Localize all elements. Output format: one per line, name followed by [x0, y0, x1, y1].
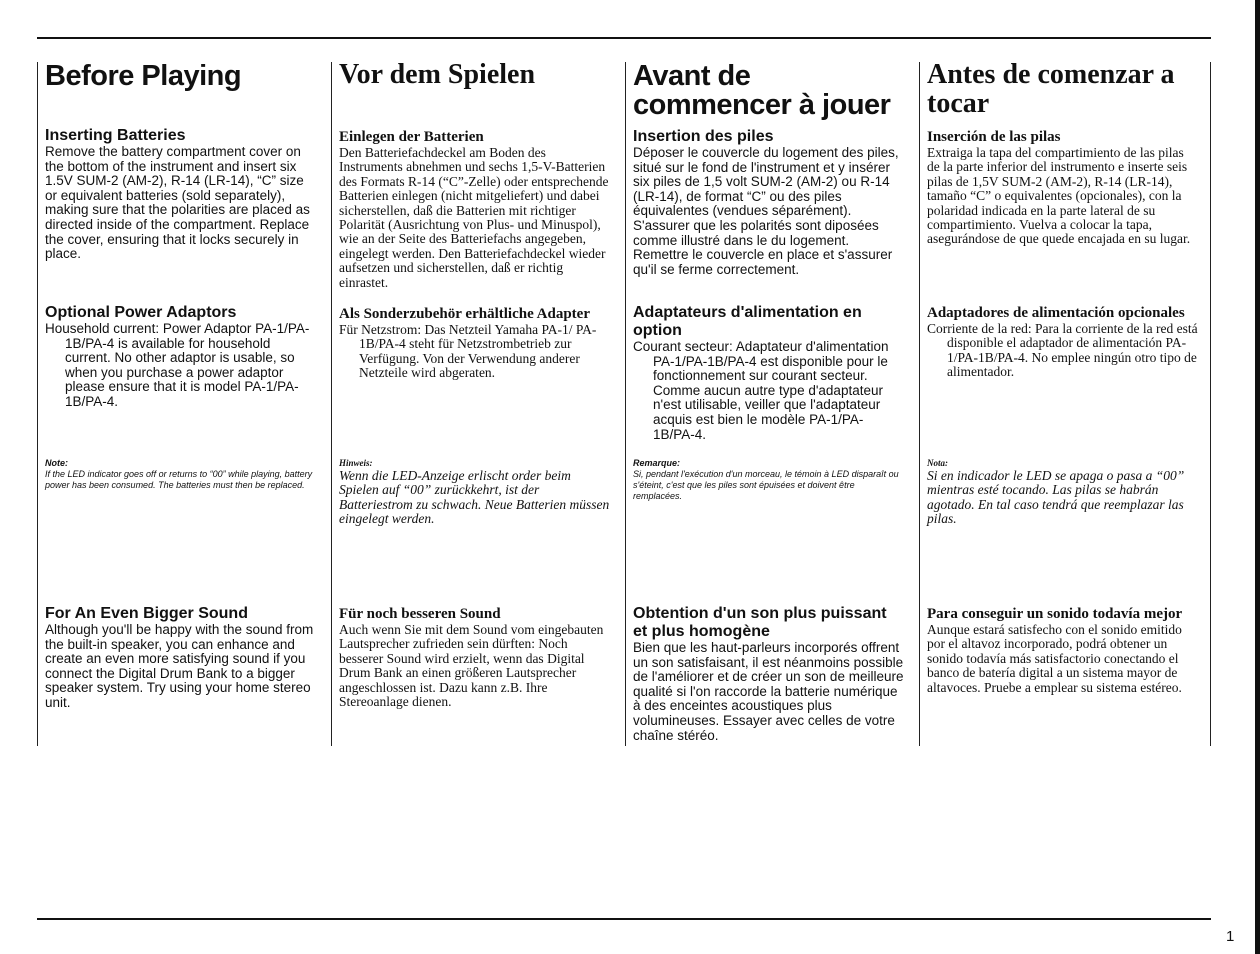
section-heading: Optional Power Adaptors [45, 304, 237, 321]
scan-edge [1255, 0, 1260, 954]
column-spanish [927, 59, 1199, 695]
note-body: Si, pendant l'exécution d'un morceau, le témoin à LED disparaît ou s'éteint, c'est que les piles sont épuisées et doivent être remplacées. [633, 469, 899, 501]
note-body: Wenn die LED-Anzeige erlischt order beim Spielen auf “00” zurückkehrt, ist der Batteriestrom zu schwach. Neue Batterien müssen eingelegt werden. [339, 468, 610, 527]
section-heading: Als Sonderzubehör erhältliche Adapter [339, 306, 590, 322]
column-divider [37, 62, 38, 746]
note-block [339, 458, 611, 527]
column-divider [1210, 62, 1211, 746]
section-body: Extraiga la tapa del compartimiento de las pilas de la parte inferior del instrumento e inserte seis pilas de 1,5V SUM-2 (AM-2), R-14 (LR-14), tamaño “C” o equivalentes (opcionales), con la polaridad indicada en la parte lateral de su compartimiento. Vuelva a colocar la tapa, asegurándose de que quede encajada en su lugar. [927, 145, 1191, 247]
section-body: Bien que les haut-parleurs incorporés offrent un son satisfaisant, il est néanmoins possible de l'améliorer et de créer un son de meilleure qualité si l'on raccorde la batterie numérique à des enceintes acoustiques plus volumineuses. Essayer avec celles de votre chaîne stéréo. [633, 640, 904, 743]
page-title: Before Playing [45, 60, 242, 92]
section-sound [45, 605, 317, 711]
section-adaptors [633, 304, 905, 442]
page-number: 1 [1226, 928, 1235, 945]
section-batteries [927, 128, 1199, 247]
section-body: Courant secteur: Adaptateur d'alimentation PA-1/PA-1B/PA-4 est disponible pour le fonctionnement sur courant secteur. Comme aucun autre type d'adaptateur n'est utilisable, veiller que l'adaptateur acquis est bien le modèle PA-1/PA-1B/PA-4. [633, 339, 889, 442]
section-body: Aunque estará satisfecho con el sonido emitido por el altavoz incorporado, podrá obtener un sonido todavía más satisfactorio conectando el banco de batería digital a un sistema mayor de altavoces. Pruebe a emplear su sistema estéreo. [927, 622, 1182, 695]
note-title: Note: [45, 458, 68, 468]
top-rule [37, 37, 1211, 39]
section-heading: For An Even Bigger Sound [45, 605, 248, 622]
note-block [45, 458, 317, 491]
column-divider [625, 62, 626, 746]
note-body: Si en indicador le LED se apaga o pasa a “00” mientras esté tocando. Las pilas se habrán agotado. En tal caso tendrá que reemplazar las pilas. [927, 468, 1185, 527]
column-divider [919, 62, 920, 746]
section-body: Household current: Power Adaptor PA-1/PA-1B/PA-4 is available for household current. No other adaptor is usable, so when you purchase a power adaptor please ensure that it is model PA-1/PA-1B/PA-4. [45, 321, 310, 409]
column-german [339, 59, 611, 710]
section-body: Auch wenn Sie mit dem Sound vom eingebauten Lautsprecher zufrieden sein dürften: Noch besserer Sound wird erzielt, wenn das Digital Drum Bank an einen größeren Lautsprecher angeschlossen ist. Dazu kann z.B. Ihre Stereoanlage dienen. [339, 622, 604, 710]
section-batteries [339, 128, 611, 290]
section-heading: Inserting Batteries [45, 127, 186, 144]
page-title: Antes de comenzar a tocar [927, 59, 1175, 119]
section-heading: Adaptateurs d'alimentation en option [633, 304, 862, 339]
note-block [927, 458, 1199, 527]
section-adaptors [45, 304, 317, 410]
section-heading: Adaptadores de alimentación opcionales [927, 305, 1185, 321]
section-adaptors [339, 305, 611, 381]
note-title: Nota: [927, 458, 948, 468]
section-sound [927, 605, 1199, 695]
column-french [633, 60, 905, 743]
note-block [633, 458, 905, 502]
column-english [45, 60, 317, 710]
section-body: Remove the battery compartment cover on the bottom of the instrument and insert six 1.5V SUM-2 (AM-2), R-14 (LR-14), “C” size or equivalent batteries (sold separately), making sure that the polarities are placed as directed inside of the compartment. Replace the cover, ensuring that it locks securely in place. [45, 144, 310, 262]
note-title: Remarque: [633, 458, 681, 468]
section-heading: Inserción de las pilas [927, 129, 1061, 145]
section-body: Den Batteriefachdeckel am Boden des Instruments abnehmen und sechs 1,5-V-Batterien des Formats R-14 (“C”-Zelle) oder entsprechende Batterien einlegen (nicht mitgeliefert) und dabei sicherstellen, daß die Batterien mit richtiger Polarität (Ausrichtung von Plus- und Minuspol), wie an der Seite des Batteriefachs angegeben, eingelegt werden. Den Batteriefachdeckel wieder aufsetzen und sicherstellen, daß er richtig einrastet. [339, 145, 609, 290]
page-title: Avant de commencer à jouer [633, 60, 891, 121]
section-heading: Obtention d'un son plus puissant et plus homogène [633, 605, 887, 640]
section-heading: Für noch besseren Sound [339, 606, 501, 622]
section-batteries [45, 127, 317, 262]
section-sound [633, 605, 905, 743]
section-body: Although you'll be happy with the sound from the built-in speaker, you can enhance and create an even more satisfying sound if you connect the Digital Drum Bank to a bigger speaker system. Try using your home stereo unit. [45, 622, 314, 710]
section-heading: Insertion des piles [633, 128, 774, 145]
note-body: If the LED indicator goes off or returns to “00” while playing, battery power has been consumed. The batteries must then be replaced. [45, 469, 313, 490]
section-heading: Einlegen der Batterien [339, 129, 484, 145]
note-title: Hinweis: [339, 458, 373, 468]
section-body: Corriente de la red: Para la corriente de la red está disponible el adaptador de alimentación PA-1/PA-1B/PA-4. No emplee ningún otro tipo de alimentador. [927, 321, 1198, 380]
column-divider [331, 62, 332, 746]
section-body: Für Netzstrom: Das Netzteil Yamaha PA-1/ PA-1B/PA-4 steht für Netzstrombetrieb zur Verfügung. Von der Verwendung anderer Netzteile wird abgeraten. [339, 322, 597, 381]
section-body: Déposer le couvercle du logement des piles, situé sur le fond de l'instrument et y insérer six piles de 1,5 volt SUM-2 (AM-2) ou R-14 (LR-14), de format “C” ou des piles équivalentes (vendues séparément). S'assurer que les polarités sont diposées comme illustré dans le du logement. Remettre le couvercle en place et s'assurer qu'il se ferme correctement. [633, 145, 899, 277]
section-adaptors [927, 304, 1199, 380]
section-batteries [633, 128, 905, 277]
page-title: Vor dem Spielen [339, 59, 536, 90]
section-heading: Para conseguir un sonido todavía mejor [927, 606, 1183, 622]
section-sound [339, 605, 611, 709]
bottom-rule [37, 918, 1211, 920]
